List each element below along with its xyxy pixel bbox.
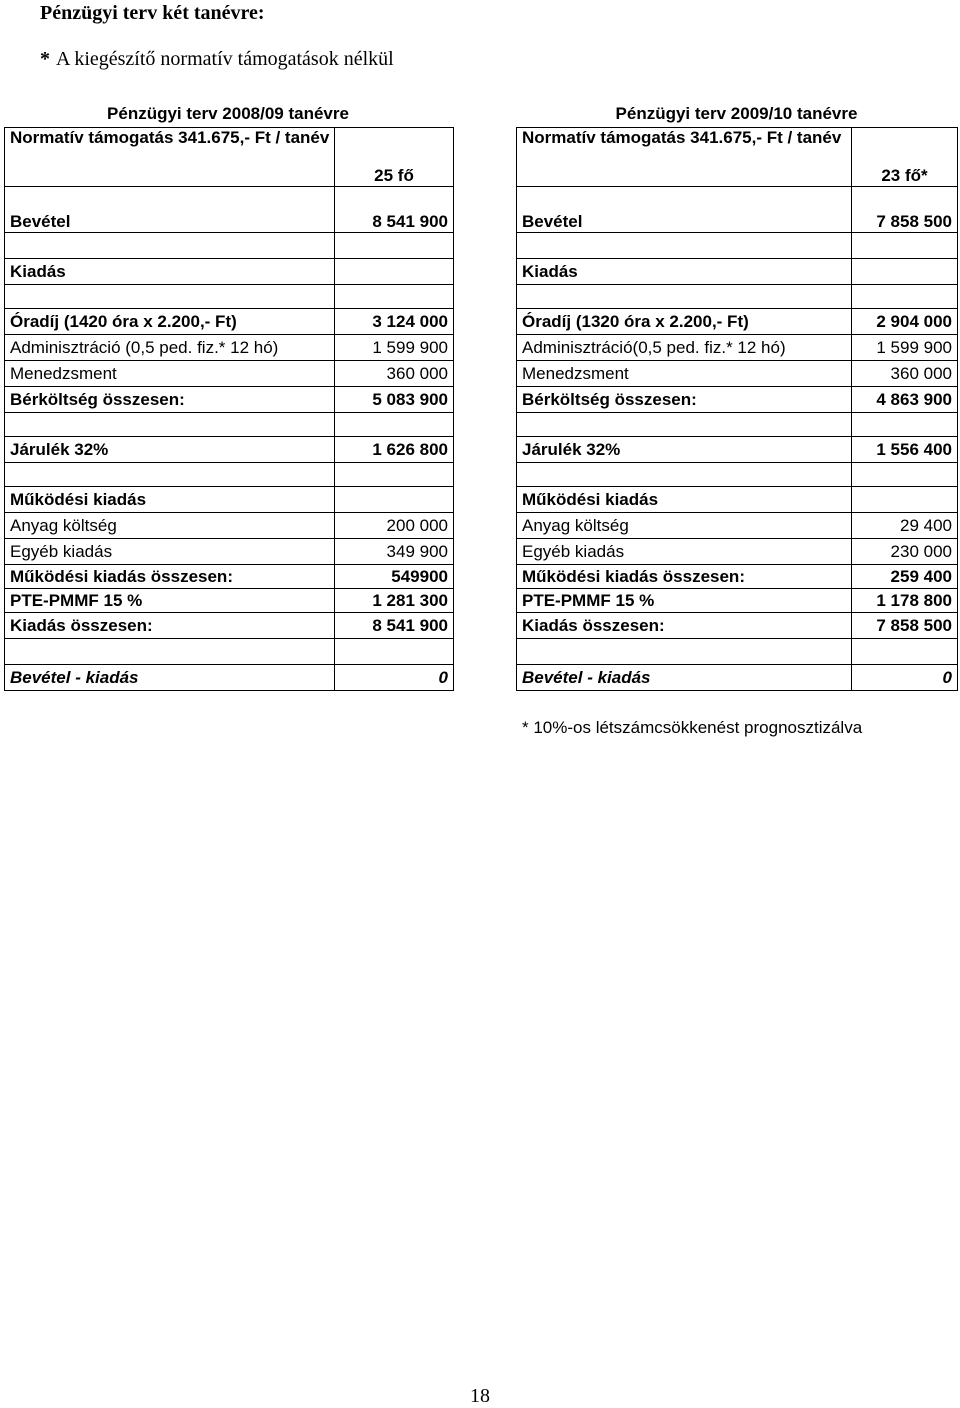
row-value: 360 000 — [852, 361, 958, 387]
plan-title-2009-10: Pénzügyi terv 2009/10 tanévre — [615, 104, 858, 123]
row-value — [335, 259, 454, 285]
row-value: 200 000 — [335, 513, 454, 539]
row-value: 0 — [335, 665, 454, 691]
row-label: Bérköltség összesen: — [517, 387, 852, 413]
empty-cell — [517, 639, 852, 665]
row-label: Bérköltség összesen: — [5, 387, 335, 413]
row-value: 1 599 900 — [335, 335, 454, 361]
financial-table-2008-09 — [4, 127, 454, 691]
document-title: Pénzügyi terv két tanévre: — [40, 2, 265, 24]
plan-title-2008-09: Pénzügyi terv 2008/09 tanévre — [107, 104, 349, 123]
row-label: Működési kiadás összesen: — [517, 565, 852, 589]
row-label: Óradíj (1320 óra x 2.200,- Ft) — [517, 309, 852, 335]
row-value: 25 fő — [335, 128, 454, 187]
row-label: Adminisztráció(0,5 ped. fiz.* 12 hó) — [517, 335, 852, 361]
row-label: Normatív támogatás 341.675,- Ft / tanév — [5, 128, 335, 187]
financial-table-2009-10 — [516, 127, 958, 691]
row-label: Normatív támogatás 341.675,- Ft / tanév — [517, 128, 852, 187]
empty-cell — [335, 285, 454, 309]
row-label: Óradíj (1420 óra x 2.200,- Ft) — [5, 309, 335, 335]
row-label: Anyag költség — [5, 513, 335, 539]
row-label: Kiadás összesen: — [517, 613, 852, 639]
empty-cell — [517, 413, 852, 437]
footnote: * 10%-os létszámcsökkenést prognosztizálva — [522, 718, 863, 737]
empty-cell — [5, 639, 335, 665]
row-value: 259 400 — [852, 565, 958, 589]
document-note — [40, 48, 394, 71]
row-value: 1 178 800 — [852, 589, 958, 613]
empty-cell — [517, 233, 852, 259]
row-value: 549900 — [335, 565, 454, 589]
empty-cell — [5, 413, 335, 437]
empty-cell — [5, 285, 335, 309]
row-label: Működési kiadás — [517, 487, 852, 513]
row-label: Kiadás összesen: — [5, 613, 335, 639]
row-label: Menedzsment — [5, 361, 335, 387]
row-label: PTE-PMMF 15 % — [517, 589, 852, 613]
row-value: 29 400 — [852, 513, 958, 539]
empty-cell — [852, 285, 958, 309]
empty-cell — [335, 463, 454, 487]
row-value: 2 904 000 — [852, 309, 958, 335]
row-label: Járulék 32% — [5, 437, 335, 463]
row-value: 4 863 900 — [852, 387, 958, 413]
row-value: 7 858 500 — [852, 187, 958, 233]
empty-cell — [335, 639, 454, 665]
row-label: Bevétel - kiadás — [5, 665, 335, 691]
empty-cell — [5, 233, 335, 259]
row-value: 0 — [852, 665, 958, 691]
row-label: Kiadás — [517, 259, 852, 285]
row-value: 23 fő* — [852, 128, 958, 187]
row-value — [852, 487, 958, 513]
row-label: Bevétel - kiadás — [517, 665, 852, 691]
row-value: 1 556 400 — [852, 437, 958, 463]
row-label: Egyéb kiadás — [517, 539, 852, 565]
row-label: Járulék 32% — [517, 437, 852, 463]
empty-cell — [517, 463, 852, 487]
row-label: Működési kiadás összesen: — [5, 565, 335, 589]
row-value: 5 083 900 — [335, 387, 454, 413]
row-value — [852, 259, 958, 285]
row-value: 7 858 500 — [852, 613, 958, 639]
row-value: 1 599 900 — [852, 335, 958, 361]
row-value: 230 000 — [852, 539, 958, 565]
row-label: Bevétel — [5, 187, 335, 233]
row-value: 8 541 900 — [335, 187, 454, 233]
row-label: Adminisztráció (0,5 ped. fiz.* 12 hó) — [5, 335, 335, 361]
empty-cell — [852, 233, 958, 259]
row-value: 8 541 900 — [335, 613, 454, 639]
note-asterisk: * — [40, 48, 50, 70]
row-value: 1 626 800 — [335, 437, 454, 463]
row-label: Kiadás — [5, 259, 335, 285]
page-number: 18 — [470, 1385, 490, 1407]
empty-cell — [335, 413, 454, 437]
row-label: Menedzsment — [517, 361, 852, 387]
row-value: 3 124 000 — [335, 309, 454, 335]
row-value: 349 900 — [335, 539, 454, 565]
row-value — [335, 487, 454, 513]
row-value: 1 281 300 — [335, 589, 454, 613]
row-label: PTE-PMMF 15 % — [5, 589, 335, 613]
empty-cell — [335, 233, 454, 259]
row-label: Anyag költség — [517, 513, 852, 539]
empty-cell — [852, 639, 958, 665]
empty-cell — [852, 413, 958, 437]
row-label: Működési kiadás — [5, 487, 335, 513]
empty-cell — [5, 463, 335, 487]
note-text: A kiegészítő normatív támogatások nélkül — [56, 48, 394, 70]
empty-cell — [852, 463, 958, 487]
row-value: 360 000 — [335, 361, 454, 387]
empty-cell — [517, 285, 852, 309]
row-label: Egyéb kiadás — [5, 539, 335, 565]
row-label: Bevétel — [517, 187, 852, 233]
